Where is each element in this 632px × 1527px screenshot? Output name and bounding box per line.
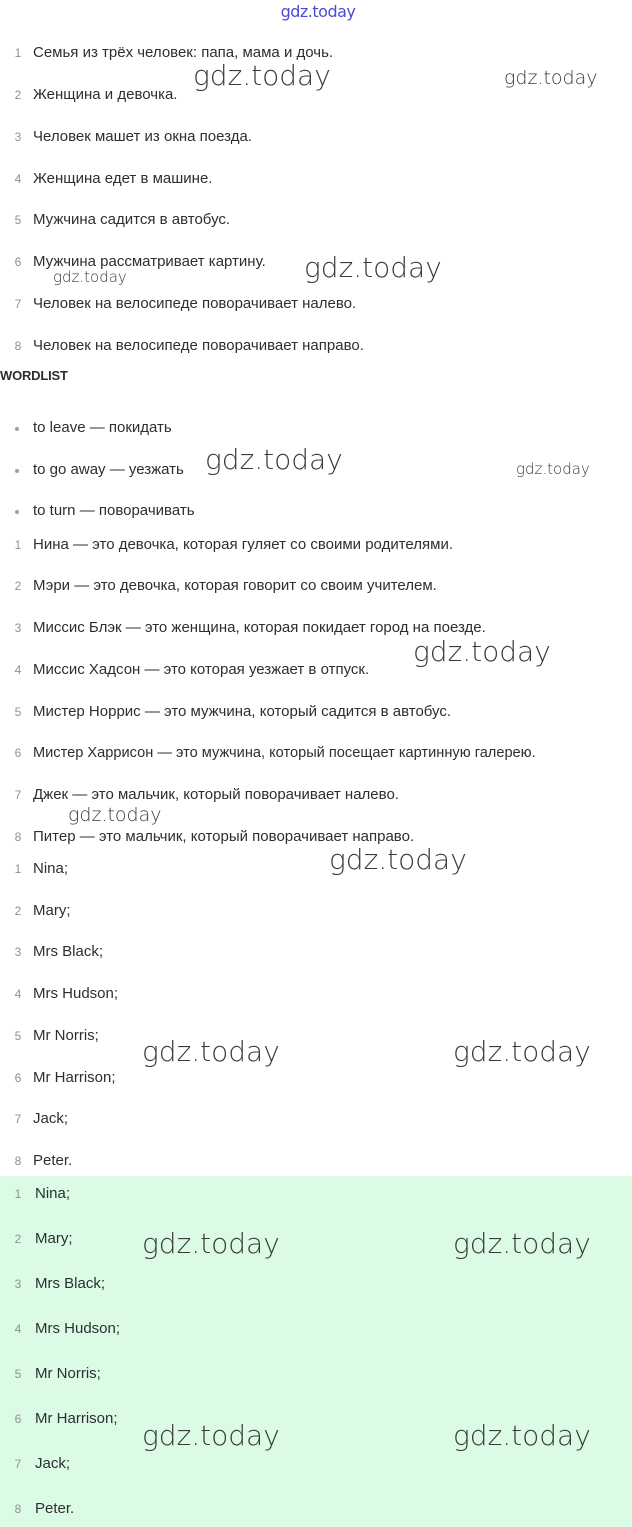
item-text: Mrs Black; — [35, 1275, 106, 1292]
item-number: 7 — [14, 297, 22, 311]
item-text: Mr Harrison; — [33, 1069, 116, 1086]
item-text: Jack; — [33, 1110, 69, 1127]
item-number: 3 — [14, 130, 22, 144]
item-text: Mr Harrison; — [35, 1410, 118, 1427]
item-text: Мистер Норрис — это мужчина, который садится в автобус. — [33, 703, 452, 720]
item-text: Mr Norris; — [35, 1365, 101, 1382]
watermark: gdz.today — [53, 268, 127, 286]
watermark: gdz.today — [453, 1227, 591, 1260]
item-text: Nina; — [35, 1185, 71, 1202]
item-number: 6 — [14, 1071, 22, 1085]
item-text: Человек на велосипеде поворачивает направо. — [33, 337, 364, 354]
item-text: Человек на велосипеде поворачивает налево. — [33, 295, 357, 312]
bullet-icon — [15, 469, 19, 473]
bullet-icon — [15, 510, 19, 514]
item-text: Мэри — это девочка, которая говорит со своим учителем. — [33, 577, 437, 594]
watermark: gdz.today — [68, 804, 162, 826]
item-text: Мужчина рассматривает картину. — [33, 253, 266, 270]
item-number: 4 — [14, 987, 22, 1001]
item-text: Питер — это мальчик, который поворачивает направо. — [33, 828, 415, 845]
item-text: Mrs Hudson; — [33, 985, 119, 1002]
item-number: 5 — [14, 1029, 22, 1043]
item-text: to turn — поворачивать — [33, 502, 195, 519]
item-number: 2 — [14, 579, 22, 593]
item-text: Миссис Хадсон — это которая уезжает в отпуск. — [33, 661, 370, 678]
watermark: gdz.today — [142, 1227, 280, 1260]
item-number: 3 — [14, 621, 22, 635]
item-number: 7 — [14, 1457, 22, 1471]
item-number: 3 — [14, 1277, 22, 1291]
item-number: 5 — [14, 705, 22, 719]
item-number: 2 — [14, 88, 22, 102]
item-number: 8 — [14, 339, 22, 353]
item-number: 7 — [14, 788, 22, 802]
wordlist-heading: WORDLIST — [0, 368, 68, 383]
item-number: 1 — [14, 46, 22, 60]
item-text: Джек — это мальчик, который поворачивает налево. — [33, 786, 399, 803]
watermark: gdz.today — [453, 1419, 591, 1452]
item-text: Mr Norris; — [33, 1027, 99, 1044]
item-text: Mary; — [33, 902, 71, 919]
item-number: 6 — [14, 255, 22, 269]
item-number: 4 — [14, 172, 22, 186]
item-text: to go away — уезжать — [33, 461, 184, 478]
item-number: 4 — [14, 663, 22, 677]
item-text: Peter. — [35, 1500, 75, 1517]
watermark: gdz.today — [413, 635, 551, 668]
watermark: gdz.today — [516, 460, 590, 478]
watermark: gdz.today — [453, 1035, 591, 1068]
item-number: 2 — [14, 1232, 22, 1246]
item-number: 8 — [14, 830, 22, 844]
item-text: Женщина едет в машине. — [33, 170, 213, 187]
item-text: Мистер Харрисон — это мужчина, который посещает картинную галерею. — [33, 745, 536, 761]
item-number: 8 — [14, 1502, 22, 1516]
watermark: gdz.today — [142, 1035, 280, 1068]
item-text: Женщина и девочка. — [33, 86, 178, 103]
bullet-icon — [15, 427, 19, 431]
item-number: 7 — [14, 1112, 22, 1126]
item-text: Семья из трёх человек: папа, мама и дочь. — [33, 44, 334, 61]
item-text: Миссис Блэк — это женщина, которая покидает город на поезде. — [33, 619, 486, 636]
item-number: 1 — [14, 538, 22, 552]
item-number: 6 — [14, 746, 22, 760]
watermark: gdz.today — [205, 443, 343, 476]
watermark: gdz.today — [329, 843, 467, 876]
item-number: 8 — [14, 1154, 22, 1168]
item-number: 4 — [14, 1322, 22, 1336]
item-text: Mrs Hudson; — [35, 1320, 121, 1337]
item-number: 1 — [14, 862, 22, 876]
item-text: Mrs Black; — [33, 943, 104, 960]
item-number: 2 — [14, 904, 22, 918]
item-number: 5 — [14, 213, 22, 227]
item-text: to leave — покидать — [33, 419, 172, 436]
item-text: Nina; — [33, 860, 69, 877]
item-number: 1 — [14, 1187, 22, 1201]
item-text: Jack; — [35, 1455, 71, 1472]
item-text: Человек машет из окна поезда. — [33, 128, 252, 145]
item-number: 3 — [14, 945, 22, 959]
watermark: gdz.today — [304, 251, 442, 284]
item-text: Peter. — [33, 1152, 73, 1169]
item-text: Нина — это девочка, которая гуляет со своими родителями. — [33, 536, 453, 553]
watermark: gdz.today — [142, 1419, 280, 1452]
item-number: 6 — [14, 1412, 22, 1426]
watermark: gdz.today — [504, 67, 598, 89]
item-number: 5 — [14, 1367, 22, 1381]
item-text: Мужчина садится в автобус. — [33, 211, 231, 228]
site-logo[interactable]: gdz.today — [280, 2, 356, 21]
watermark: gdz.today — [193, 59, 331, 92]
item-text: Mary; — [35, 1230, 73, 1247]
